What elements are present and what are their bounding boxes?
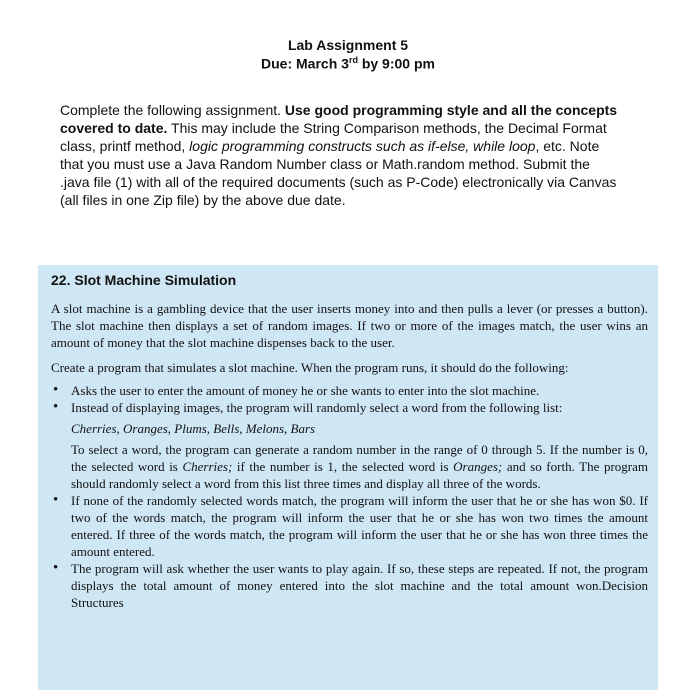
assignment-title: Lab Assignment 5 xyxy=(287,37,409,53)
intro-text-2: This may include the String Comparison methods, the Decimal Format class, printf method, xyxy=(60,120,607,154)
word-selection-explanation xyxy=(71,441,648,492)
intro-italic: logic programming constructs such as if-else, while loop xyxy=(189,138,536,154)
intro-text-3: , etc. Note that you must use a Java Random Number class or Math.random method. Submit the .java file (1) with all of the required documents (such as P-Code) electronically via Canvas (all files in one Zip file) by the above due date. xyxy=(60,138,617,208)
list-item: • If none of the randomly selected words match, the program will inform the user that he or she has won $0. If two of the words match, the program will inform the user that he or she has won two times the amount entered. If three of the words match, the program will inform the user that he or she has won three times the amount entered. xyxy=(71,492,648,560)
due-date xyxy=(0,55,696,72)
list-item: • Asks the user to enter the amount of money he or she wants to enter into the slot machine. xyxy=(71,382,648,399)
sub-italic-2: Oranges; xyxy=(453,459,503,474)
problem-heading: 22. Slot Machine Simulation xyxy=(51,272,237,288)
word-list xyxy=(71,420,648,437)
problem-box xyxy=(38,265,658,690)
bullet2-text: Instead of displaying images, the program will randomly select a word from the following list: xyxy=(71,400,563,415)
sub-text-1: To select a word, the program can generate a random number in the range of 0 through 5. If the number is 0, the selected word is xyxy=(71,442,648,474)
due-suffix: by 9:00 pm xyxy=(357,55,435,72)
problem-paragraph-2: Create a program that simulates a slot machine. When the program runs, it should do the following: xyxy=(51,360,569,375)
sub-text-2: if the number is 1, the selected word is xyxy=(232,459,454,474)
due-prefix: Due: March 3 xyxy=(261,55,349,72)
requirements-list xyxy=(51,382,648,611)
sub-text-3: and so forth. The program should randomly select a word from this list three times and display all three of the words. xyxy=(71,459,648,491)
intro-text-1: Complete the following assignment. xyxy=(60,102,285,118)
assignment-instructions xyxy=(60,101,620,209)
word-list-text: Cherries, Oranges, Plums, Bells, Melons, Bars xyxy=(71,421,316,436)
intro-bold: Use good programming style and all the concepts covered to date. xyxy=(60,102,618,136)
sub-italic-1: Cherries; xyxy=(182,459,233,474)
list-item: • The program will ask whether the user wants to play again. If so, these steps are repeated. If not, the program displays the total amount of money entered into the slot machine and the total amount won.Decision Structures xyxy=(71,560,648,611)
problem-paragraph-1: A slot machine is a gambling device that the user inserts money into and then pulls a lever (or presses a button). The slot machine then displays a set of random images. If two or more of the images match, the user wins an amount of money that the slot machine dispenses back to the user. xyxy=(51,301,648,350)
list-item xyxy=(71,399,648,492)
due-superscript: rd xyxy=(348,55,358,65)
